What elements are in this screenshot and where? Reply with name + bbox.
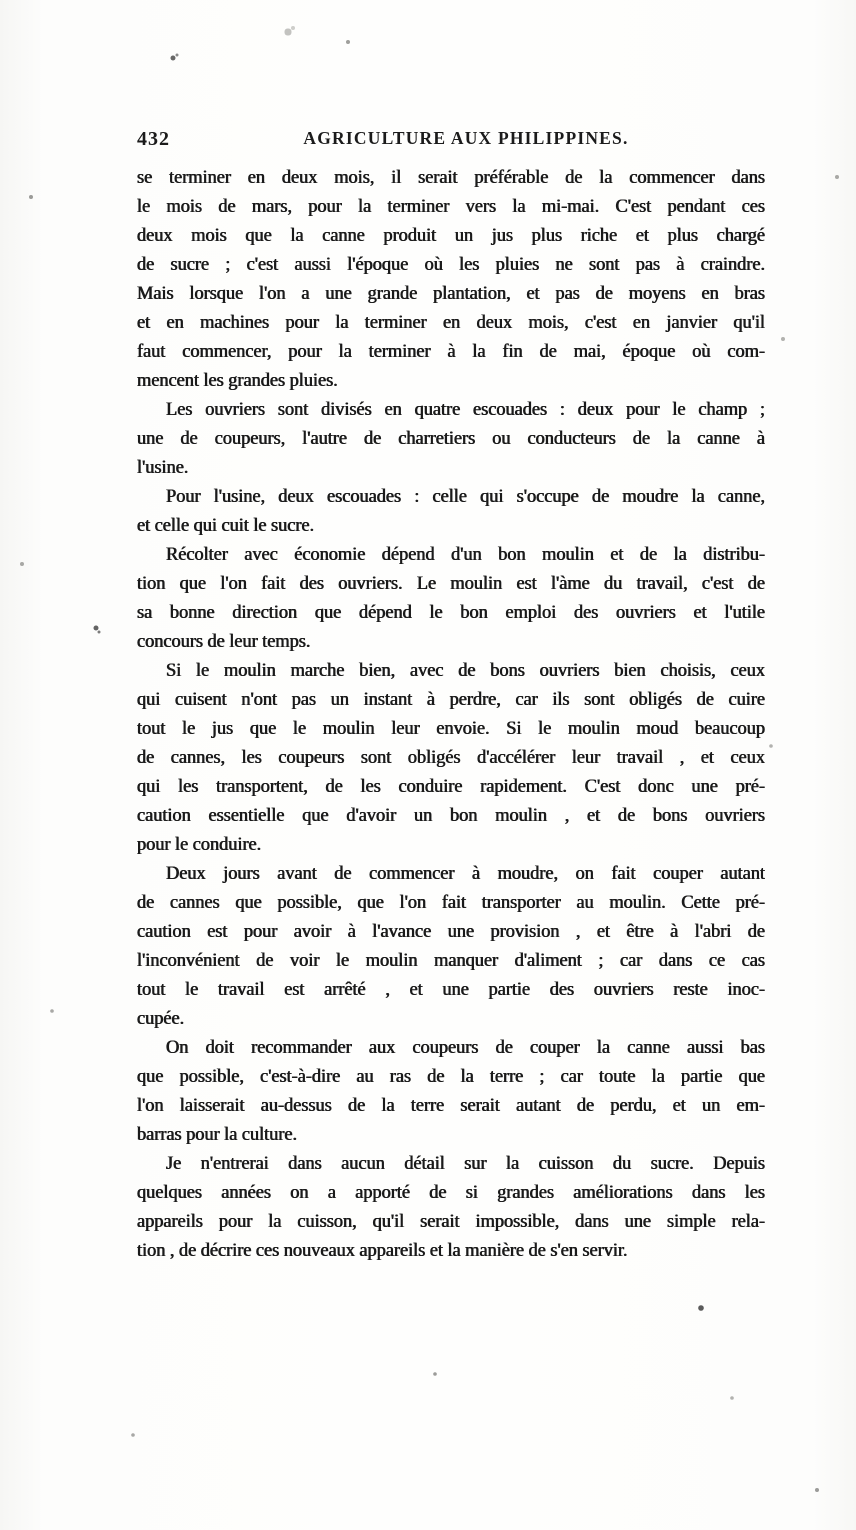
- text-line: tion que l'on fait des ouvriers. Le moulin est l'àme du travail, c'est de: [137, 574, 765, 594]
- paragraph: [137, 483, 765, 541]
- text-line: Récolter avec économie dépend d'un bon moulin et de la distribu-: [166, 545, 765, 565]
- text-line: l'usine.: [137, 458, 189, 478]
- text-line: Je n'entrerai dans aucun détail sur la cuisson du sucre. Depuis: [166, 1154, 765, 1174]
- text-line: caution est pour avoir à l'avance une provision , et être à l'abri de: [137, 922, 765, 942]
- text-line: que possible, c'est-à-dire au ras de la terre ; car toute la partie que: [137, 1067, 765, 1087]
- text-line: Deux jours avant de commencer à moudre, on fait couper autant: [166, 864, 765, 884]
- text-line: tout le travail est arrêté , et une partie des ouvriers reste inoc-: [137, 980, 765, 1000]
- paragraph: [137, 657, 765, 860]
- text-line: le mois de mars, pour la terminer vers la mi-mai. C'est pendant ces: [137, 197, 765, 217]
- paragraph: [137, 541, 765, 657]
- text-line: qui les transportent, de les conduire rapidement. C'est donc une pré-: [137, 777, 765, 797]
- text-line: l'inconvénient de voir le moulin manquer d'aliment ; car dans ce cas: [137, 951, 765, 971]
- page-number: 432: [137, 128, 170, 150]
- text-line: quelques années on a apporté de si grandes améliorations dans les: [137, 1183, 765, 1203]
- text-line: Mais lorsque l'on a une grande plantation, et pas de moyens en bras: [137, 284, 765, 304]
- text-line: pour le conduire.: [137, 835, 262, 855]
- text-line: et celle qui cuit le sucre.: [137, 516, 315, 536]
- text-line: qui cuisent n'ont pas un instant à perdre, car ils sont obligés de cuire: [137, 690, 765, 710]
- page-header: [137, 128, 765, 155]
- text-line: faut commencer, pour la terminer à la fin de mai, époque où com-: [137, 342, 765, 362]
- text-line: On doit recommander aux coupeurs de couper la canne aussi bas: [166, 1038, 765, 1058]
- text-line: mencent les grandes pluies.: [137, 371, 338, 391]
- text-line: tion , de décrire ces nouveaux appareils et la manière de s'en servir.: [137, 1241, 628, 1261]
- text-line: appareils pour la cuisson, qu'il serait impossible, dans une simple rela-: [137, 1212, 765, 1232]
- paragraph: [137, 1034, 765, 1150]
- text-line: cupée.: [137, 1009, 185, 1029]
- text-line: tout le jus que le moulin leur envoie. Si le moulin moud beaucoup: [137, 719, 765, 739]
- text-line: une de coupeurs, l'autre de charretiers ou conducteurs de la canne à: [137, 429, 765, 449]
- running-title: AGRICULTURE AUX PHILIPPINES.: [303, 128, 629, 148]
- text-line: concours de leur temps.: [137, 632, 311, 652]
- text-line: l'on laisserait au-dessus de la terre serait autant de perdu, et un em-: [137, 1096, 765, 1116]
- page-text: [137, 164, 765, 1266]
- text-line: sa bonne direction que dépend le bon emploi des ouvriers et l'utile: [137, 603, 765, 623]
- text-line: caution essentielle que d'avoir un bon moulin , et de bons ouvriers: [137, 806, 765, 826]
- page-content: [137, 128, 765, 1266]
- scan-speckles: [0, 0, 2, 2]
- text-line: de cannes que possible, que l'on fait transporter au moulin. Cette pré-: [137, 893, 765, 913]
- paragraph: [137, 164, 765, 396]
- text-line: deux mois que la canne produit un jus plus riche et plus chargé: [137, 226, 765, 246]
- text-line: Les ouvriers sont divisés en quatre escouades : deux pour le champ ;: [166, 400, 765, 420]
- text-line: se terminer en deux mois, il serait préférable de la commencer dans: [137, 168, 765, 188]
- text-line: Si le moulin marche bien, avec de bons ouvriers bien choisis, ceux: [166, 661, 765, 681]
- text-line: barras pour la culture.: [137, 1125, 298, 1145]
- text-line: de cannes, les coupeurs sont obligés d'accélérer leur travail , et ceux: [137, 748, 765, 768]
- text-line: de sucre ; c'est aussi l'époque où les pluies ne sont pas à craindre.: [137, 255, 765, 275]
- paragraph: [137, 1150, 765, 1266]
- paragraph: [137, 860, 765, 1034]
- text-line: et en machines pour la terminer en deux mois, c'est en janvier qu'il: [137, 313, 765, 333]
- text-line: Pour l'usine, deux escouades : celle qui s'occupe de moudre la canne,: [166, 487, 765, 507]
- paragraph: [137, 396, 765, 483]
